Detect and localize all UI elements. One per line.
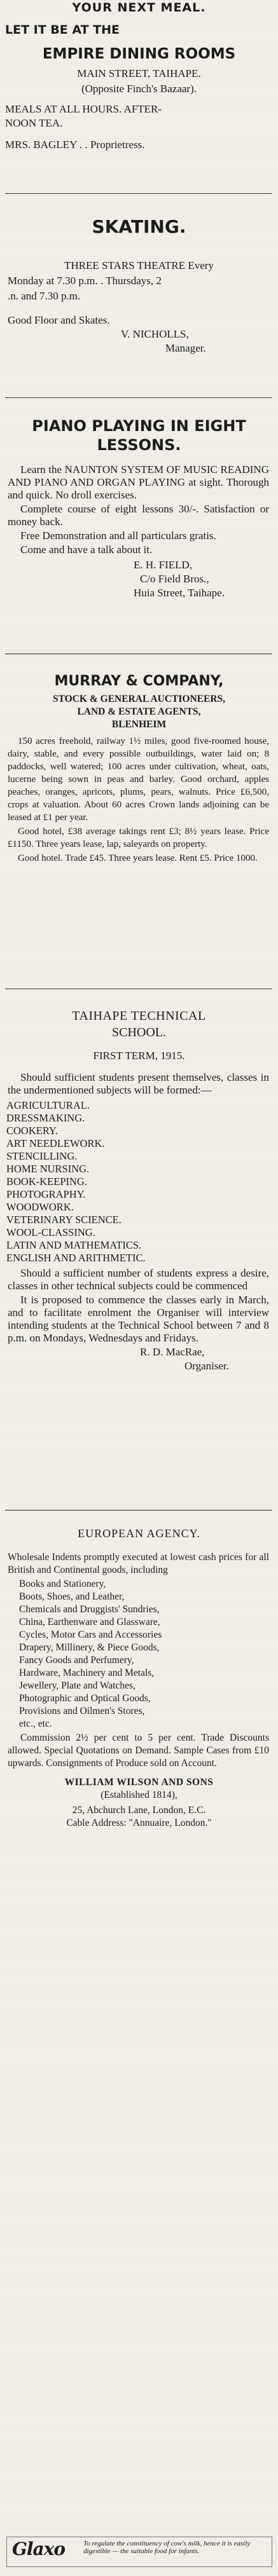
meal-proprietor: MRS. BAGLEY . . Proprietress.	[5, 139, 145, 151]
murray-para1: 150 acres freehold, railway 1½ miles, good five-roomed house, dairy, stable, and every possible outbuildings, water laid on; 8 paddocks, well watered; 100 acres under cultivation, wheat, oats, lucerne being sown in peas and barley. Good orchard, apples peaches, oranges, apricots, plums, pears, walnuts. Price £6,500, crops at valuation. About 60 acres Crown lands adjoining can be leased at £1 per year.	[8, 736, 269, 823]
list-item: DRESSMAKING.	[6, 1112, 85, 1124]
murray-sub3: BLENHEIM	[111, 719, 167, 730]
meal-line1: LET IT BE AT THE	[5, 23, 120, 37]
skating-line4: Good Floor and Skates.	[8, 314, 110, 326]
school-headline-2: SCHOOL.	[111, 1025, 166, 1039]
school-headline-1: TAIHAPE TECHNICAL	[72, 1009, 206, 1023]
list-item: WOODWORK.	[6, 1201, 74, 1213]
piano-sig-line2: C/o Field Bros.,	[140, 573, 209, 585]
list-item: AGRICULTURAL.	[6, 1099, 90, 1111]
murray-headline: MURRAY & COMPANY,	[54, 673, 224, 689]
piano-sig-line3: Huia Street, Taihape.	[134, 587, 225, 599]
list-item: STENCILLING.	[6, 1150, 78, 1162]
ad-european-agency	[0, 1526, 278, 1830]
school-sig-name: R. D. MacRae,	[140, 1346, 205, 1358]
glaxo-text: To regulate the constituency of cow's milk, hence it is easily digestible — the suitable food for infants.	[83, 2540, 251, 2555]
piano-para2: Complete course of eight lessons 30/-. Satisfaction or money back.	[8, 503, 269, 528]
divider	[5, 397, 272, 398]
meal-hours: MEALS AT ALL HOURS. AFTER-	[5, 103, 162, 115]
piano-para4: Come and have a talk about it.	[20, 544, 153, 556]
list-item: Photographic and Optical Goods,	[19, 1693, 151, 1704]
agency-address: 25, Abchurch Lane, London, E.C.	[72, 1805, 206, 1816]
ad-glaxo	[6, 2537, 272, 2567]
school-subject-list	[0, 1099, 278, 1264]
piano-headline-1: PIANO PLAYING IN EIGHT	[32, 417, 246, 435]
divider	[5, 193, 272, 194]
list-item: Fancy Goods and Perfumery,	[19, 1655, 134, 1666]
list-item: Drapery, Millinery, & Piece Goods,	[19, 1642, 160, 1653]
agency-para2: Commission 2½ per cent to 5 per cent. Trade Discounts allowed. Special Quotations on Demand. Sample Cases from £10 upwards. Consignments of Produce sold on Account.	[8, 1732, 269, 1769]
list-item: Cycles, Motor Cars and Accessories	[19, 1629, 162, 1640]
glaxo-logo: Glaxo	[12, 2538, 66, 2559]
skating-sig-title: Manager.	[165, 342, 206, 354]
list-item: etc., etc.	[19, 1718, 52, 1729]
ad-empire-dining	[0, 0, 278, 151]
list-item: ART NEEDLEWORK.	[6, 1137, 105, 1149]
meal-opposite: (Opposite Finch's Bazaar).	[81, 83, 197, 95]
meal-hours-cont: NOON TEA.	[5, 117, 63, 129]
meal-business-name: EMPIRE DINING ROOMS	[42, 46, 236, 62]
meal-address: MAIN STREET, TAIHAPE.	[77, 67, 201, 79]
divider	[5, 1510, 272, 1511]
agency-para1: Wholesale Indents promptly executed at lowest cash prices for all British and Continental goods, including	[8, 1552, 269, 1575]
school-term: FIRST TERM, 1915.	[93, 1050, 185, 1062]
agency-firm: WILLIAM WILSON AND SONS	[64, 1777, 214, 1788]
list-item: COOKERY.	[6, 1125, 58, 1137]
agency-cable: Cable Address: "Annuaire, London."	[66, 1818, 212, 1828]
skating-headline: SKATING.	[92, 216, 186, 237]
list-item: Jewellery, Plate and Watches,	[19, 1680, 136, 1691]
list-item: ENGLISH AND ARITHMETIC.	[6, 1252, 146, 1264]
list-item: HOME NURSING.	[6, 1163, 90, 1175]
meal-headline: YOUR NEXT MEAL.	[72, 1, 206, 15]
murray-para2: Good hotel, £38 average takings rent £3; 8½ years lease. Price £1150. Three years lease, lap, saleyards on property.	[8, 826, 269, 849]
school-intro: Should sufficient students present themselves, classes in the undermentioned subjects will be formed:—	[8, 1071, 269, 1096]
list-item: Books and Stationery,	[19, 1579, 106, 1589]
list-item: Provisions and Oilmen's Stores,	[19, 1706, 145, 1716]
list-item: BOOK-KEEPING.	[6, 1175, 87, 1188]
skating-line1: THREE STARS THEATRE Every	[64, 259, 214, 271]
list-item: Boots, Shoes, and Leather,	[19, 1591, 125, 1602]
list-item: Hardware, Machinery and Metals,	[19, 1668, 155, 1678]
agency-item-list	[0, 1578, 278, 1730]
murray-sub1: STOCK & GENERAL AUCTIONEERS,	[52, 694, 226, 704]
school-sig-title: Organiser.	[184, 1360, 230, 1372]
ad-murray-company	[0, 673, 278, 865]
ad-piano	[0, 416, 278, 599]
list-item: LATIN AND MATHEMATICS.	[6, 1239, 142, 1251]
list-item: WOOL-CLASSING.	[6, 1226, 95, 1238]
list-item: VETERINARY SCIENCE.	[6, 1214, 122, 1226]
murray-sub2: LAND & ESTATE AGENTS,	[77, 706, 201, 717]
list-item: PHOTOGRAPHY.	[6, 1188, 86, 1200]
piano-para1: Learn the NAUNTON SYSTEM OF MUSIC READING AND PIANO AND ORGAN PLAYING at sight. Thorough and quick. No droll exercises.	[8, 463, 269, 501]
list-item: China, Earthenware and Glassware,	[19, 1617, 160, 1627]
ad-skating	[0, 216, 278, 355]
ad-technical-school	[0, 1008, 278, 1373]
school-para3: It is proposed to commence the classes early in March, and to facilitate enrolment the Organiser will interview intending students at the Technical School between 7 and 8 p.m. on Mondays, Wednesdays and Fridays.	[8, 1294, 269, 1344]
agency-established: (Established 1814),	[101, 1790, 177, 1800]
piano-headline-2: LESSONS.	[97, 436, 181, 454]
skating-line3: .n. and 7.30 p.m.	[8, 290, 81, 302]
skating-sig-name: V. NICHOLLS,	[121, 328, 189, 340]
list-item: Chemicals and Druggists' Sundries,	[19, 1604, 160, 1615]
piano-para3: Free Demonstration and all particulars gratis.	[20, 530, 216, 542]
agency-headline: EUROPEAN AGENCY.	[78, 1527, 200, 1540]
skating-line2: Monday at 7.30 p.m. . Thursdays, 2	[8, 275, 162, 287]
school-para2: Should a sufficient number of students express a desire, classes in other technical subjects could be commenced	[8, 1267, 269, 1292]
piano-sig-name: E. H. FIELD,	[134, 559, 193, 571]
murray-para3: Good hotel. Trade £45. Three years lease. Rent £5. Price 1000.	[18, 853, 258, 863]
